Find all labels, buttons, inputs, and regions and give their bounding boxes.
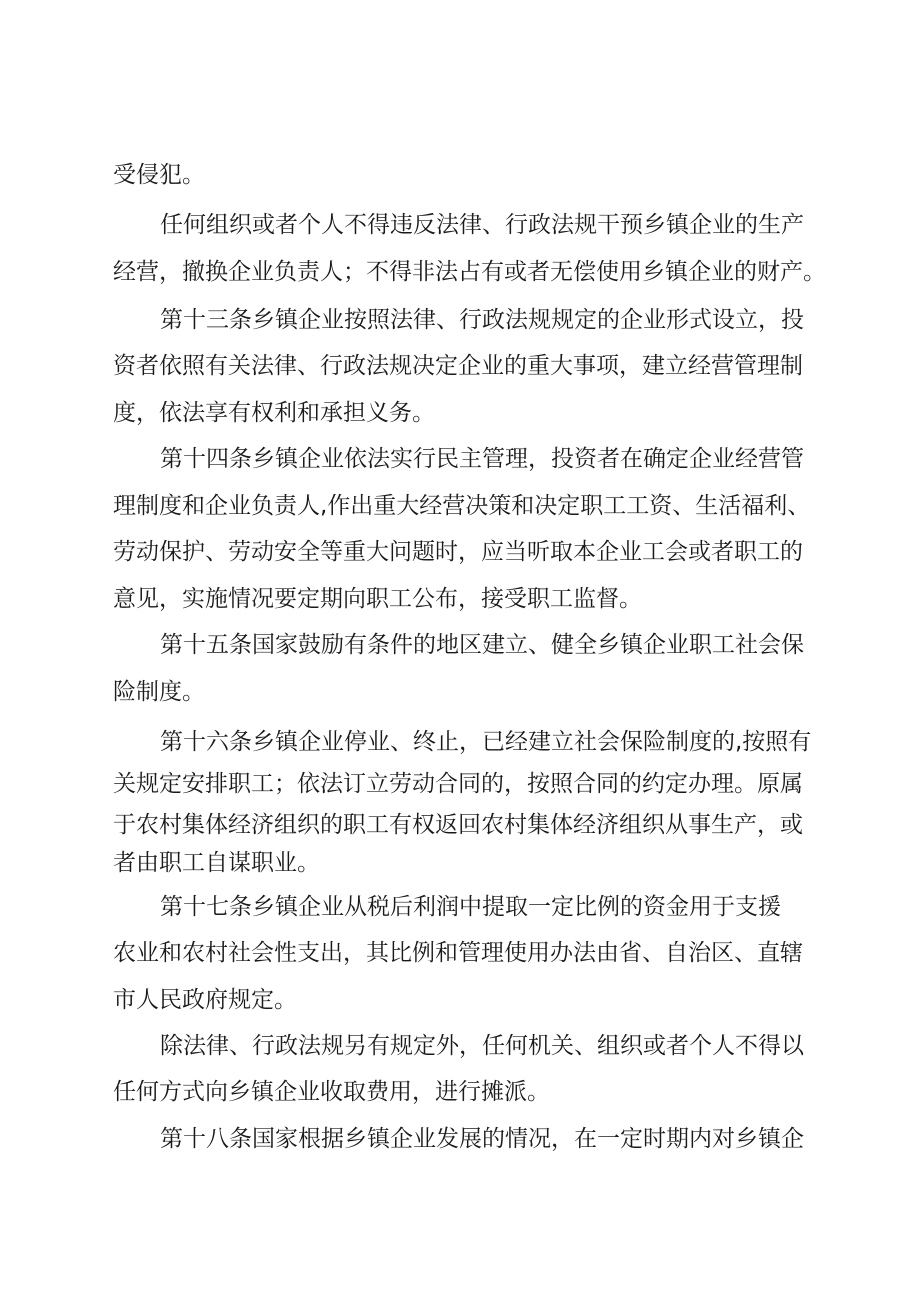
text-line: 理制度和企业负责人,作出重大经营决策和决定职工工资、生活福利、 (113, 493, 811, 519)
article-18-start: 第十八条国家根据乡镇企业发展的情况，在一定时期内对乡镇企 (160, 1126, 804, 1152)
article-14-start: 第十四条乡镇企业依法实行民主管理，投资者在确定企业经营管 (160, 446, 804, 472)
text-line: 度，依法享有权利和承担义务。 (113, 400, 435, 426)
text-line: 资者依照有关法律、行政法规决定企业的重大事项，建立经营管理制 (113, 353, 803, 379)
article-16-start: 第十六条乡镇企业停业、终止，已经建立社会保险制度的,按照有 (160, 729, 812, 755)
text-line: 经营，撤换企业负责人；不得非法占有或者无偿使用乡镇企业的财产。 (113, 259, 826, 285)
text-line: 关规定安排职工；依法订立劳动合同的，按照合同的约定办理。原属 (113, 771, 803, 797)
text-line: 者由职工自谋职业。 (113, 850, 320, 876)
article-13-start: 第十三条乡镇企业按照法律、行政法规规定的企业形式设立，投 (160, 307, 804, 333)
text-line: 任何组织或者个人不得违反法律、行政法规干预乡镇企业的生产 (160, 212, 804, 238)
text-line: 农业和农村社会性支出，其比例和管理使用办法由省、自治区、直辖 (113, 940, 803, 966)
article-15-start: 第十五条国家鼓励有条件的地区建立、健全乡镇企业职工社会保 (160, 632, 804, 658)
article-17-start: 第十七条乡镇企业从税后利润中提取一定比例的资金用于支援 (160, 894, 781, 920)
text-line: 市人民政府规定。 (113, 987, 297, 1013)
text-line: 于农村集体经济组织的职工有权返回农村集体经济组织从事生产，或 (113, 812, 803, 838)
text-line: 任何方式向乡镇企业收取费用，进行摊派。 (113, 1079, 550, 1105)
text-line: 受侵犯。 (113, 162, 205, 188)
text-line: 除法律、行政法规另有规定外，任何机关、组织或者个人不得以 (160, 1033, 804, 1059)
text-line: 险制度。 (113, 679, 205, 705)
text-line: 意见，实施情况要定期向职工公布，接受职工监督。 (113, 586, 642, 612)
text-line: 劳动保护、劳动安全等重大问题时，应当听取本企业工会或者职工的 (113, 539, 803, 565)
